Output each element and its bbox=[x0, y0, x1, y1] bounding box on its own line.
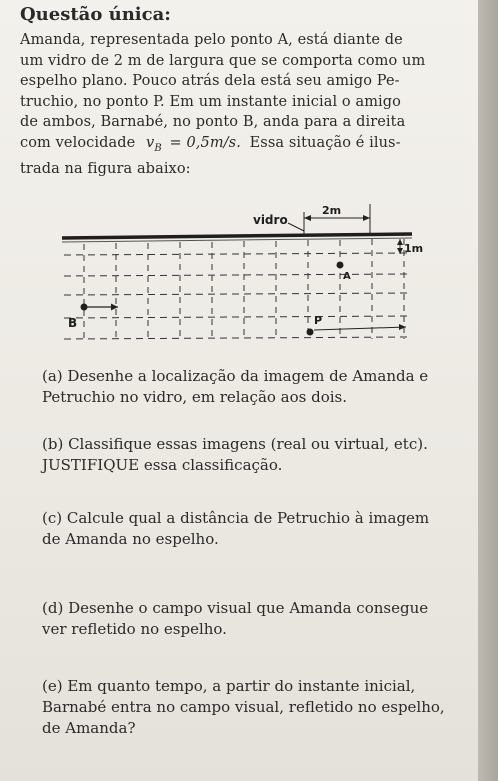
intro-line: Amanda, representada pelo ponto A, está diante de bbox=[20, 32, 403, 48]
point-a-label: A bbox=[343, 271, 351, 282]
vidro-label: vidro bbox=[253, 213, 288, 227]
question-line: (b) Classifique essas imagens (real ou virtual, etc). bbox=[42, 435, 428, 453]
question-line: (d) Desenhe o campo visual que Amanda consegue bbox=[42, 599, 429, 617]
bottom-arrow-line bbox=[314, 327, 406, 330]
distance-label: 1m bbox=[404, 242, 424, 255]
point-p-marker bbox=[307, 329, 314, 336]
vidro-leader-line bbox=[288, 223, 304, 231]
question-line: Petruchio no vidro, em relação aos dois. bbox=[42, 388, 348, 406]
intro-line-tail: Essa situação é ilus- bbox=[249, 134, 401, 151]
velocity-symbol: v bbox=[146, 134, 155, 151]
velocity-value: = 0,5m/s. bbox=[169, 134, 241, 151]
question-e bbox=[42, 676, 472, 739]
question-line: ver refletido no espelho. bbox=[42, 620, 227, 638]
intro-line: trada na figura abaixo: bbox=[20, 160, 191, 177]
question-c bbox=[42, 508, 472, 550]
question-line: (a) Desenhe a localização da imagem de Amanda e bbox=[42, 367, 429, 385]
width-label: 2m bbox=[322, 204, 342, 217]
question-d bbox=[42, 598, 472, 640]
point-b-label: B bbox=[68, 316, 78, 330]
bottom-arrowhead bbox=[399, 324, 406, 330]
width-arrowhead-right bbox=[363, 215, 370, 221]
intro-line-velocity bbox=[20, 133, 440, 159]
question-line: de Amanda? bbox=[42, 719, 136, 737]
question-line: JUSTIFIQUE essa classificação. bbox=[42, 456, 283, 474]
intro-line: de ambos, Barnabé, no ponto B, anda para a direita bbox=[20, 114, 406, 130]
distance-arrowhead-up bbox=[397, 239, 403, 245]
point-a-marker bbox=[337, 262, 344, 269]
intro-line: espelho plano. Pouco atrás dela está seu amigo Pe- bbox=[20, 73, 400, 89]
velocity-subscript: B bbox=[154, 142, 162, 154]
question-line: (c) Calcule qual a distância de Petruchio à imagem bbox=[42, 509, 430, 527]
page-title: Questão única: bbox=[20, 4, 171, 25]
barnabe-arrowhead bbox=[111, 304, 118, 311]
mirror-diagram bbox=[60, 198, 424, 348]
background-edge bbox=[478, 0, 498, 781]
question-a bbox=[42, 366, 472, 408]
mirror-glass-line bbox=[62, 234, 412, 238]
point-p-label: P bbox=[314, 314, 323, 327]
width-arrowhead-left bbox=[304, 215, 311, 221]
question-line: de Amanda no espelho. bbox=[42, 530, 219, 548]
problem-statement bbox=[20, 30, 440, 179]
question-line: Barnabé entra no campo visual, refletido no espelho, bbox=[42, 698, 445, 716]
question-line: (e) Em quanto tempo, a partir do instante inicial, bbox=[42, 677, 416, 695]
question-b bbox=[42, 434, 472, 476]
intro-line: truchio, no ponto P. Em um instante inicial o amigo bbox=[20, 93, 402, 110]
grid-vertical-lines bbox=[84, 239, 404, 340]
intro-line: um vidro de 2 m de largura que se comporta como um bbox=[20, 52, 426, 69]
intro-line-text: com velocidade bbox=[20, 134, 136, 151]
